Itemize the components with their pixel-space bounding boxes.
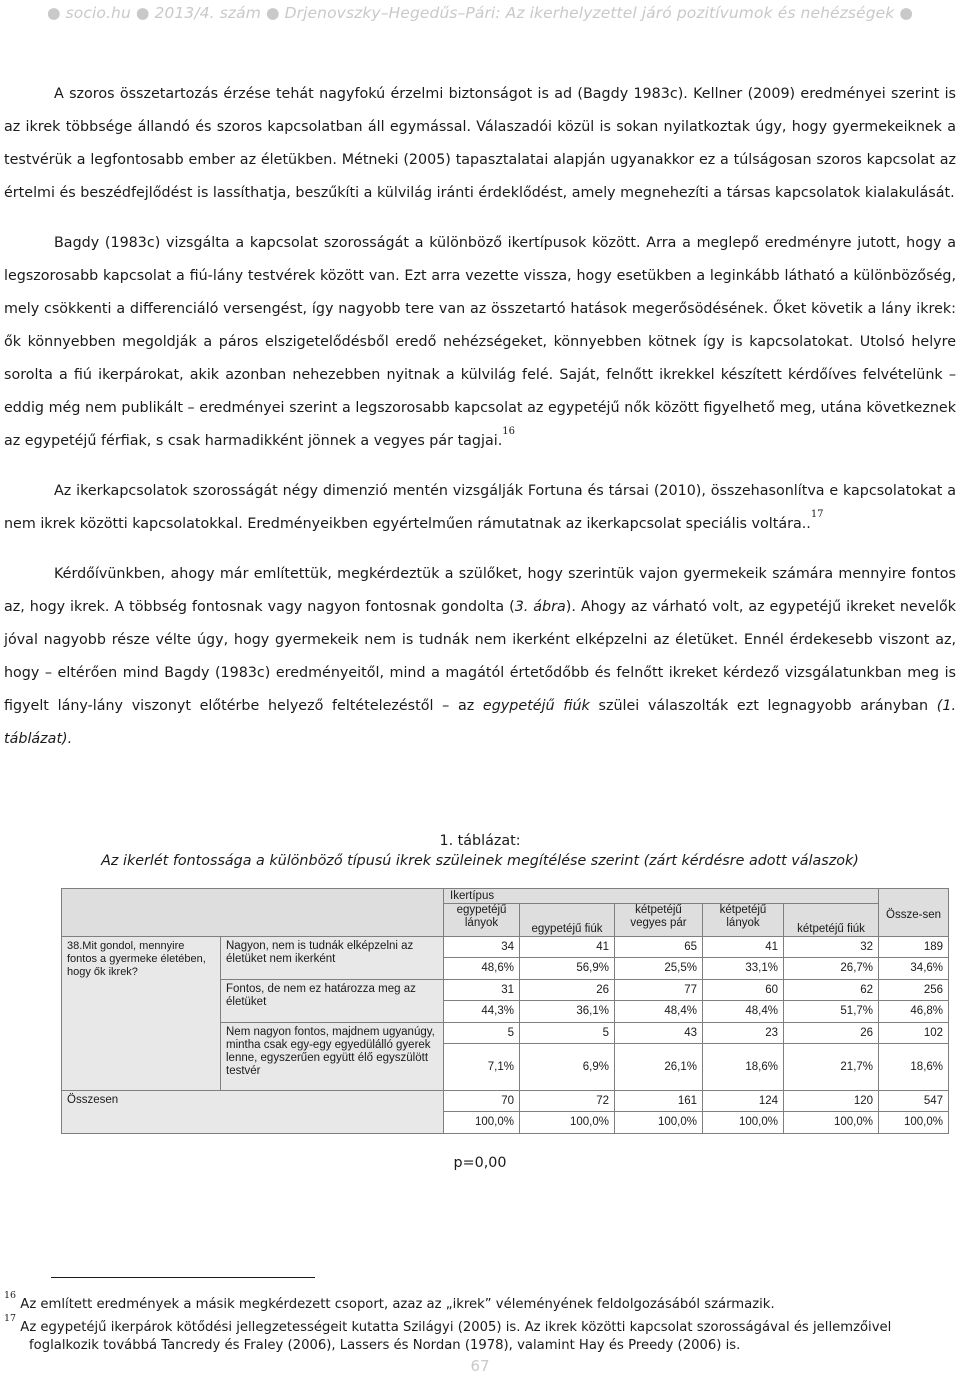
table-cell: 26	[784, 1023, 879, 1044]
table-cell: 26,7%	[784, 958, 879, 980]
col-header-total: Össze-sen	[879, 889, 949, 937]
table-cell: 102	[879, 1023, 949, 1044]
row-label-total: Összesen	[62, 1091, 444, 1134]
paragraph-2-text: Bagdy (1983c) vizsgálta a kapcsolat szorosságát a különböző ikertípusok között. Arra a meglepő eredményre jutott, hogy a legszorosabb kapcsolat a fiú-lány testvérek között van. Ezt arra vezette vissza, hogy esetükben a leginkább látható a különbözőség, mely csökkenti a differenciáló versengést, így nagyobb tere van az összetartó hatások megerősödésének. Őket követik a lány ikrek: ők könnyebben megoldják a páros elszigetelődésből eredő nehézségeket, könnyebben kötnek így is kapcsolatokat. Utolsó helyre sorolta a fiú ikerpárokat, akik azonban nehezebben nyitnak a külvilág felé. Saját, felnőtt ikrekkel készített kérdőíves felvételünk – eddig még nem publikált – eredményei szerint a legszorosabb kapcsolat az egypetéjű nők között figyelhető meg, utána következnek az egypetéjű férfiak, s csak harmadikként jönnek a vegyes pár tagjai.	[4, 235, 956, 449]
table-cell: 100,0%	[520, 1112, 615, 1134]
table-cell: 77	[615, 980, 703, 1001]
table-cell: 41	[703, 937, 784, 958]
footnote-ref-17[interactable]: 17	[810, 509, 824, 521]
table-cell: 65	[615, 937, 703, 958]
table-cell: 23	[703, 1023, 784, 1044]
col-header-identical-girls: egypetéjű lányok	[444, 904, 520, 937]
table-cell: 161	[615, 1091, 703, 1112]
row-label-very: Nagyon, nem is tudnák elképzelni az életüket nem ikerként	[221, 937, 444, 980]
paragraph-1-part-a: A szoros összetartozás érzése tehát nagyfokú érzelmi biztonságot is ad (Bagdy 1983c). Kellner (2009) eredményei szerint is az ikrek többsége állandó és szoros kapcsolatban áll egymással. Válaszadói közül is sokan nyilatkoztak úgy, hogy gyermekeiknek a testvérük a legfontosabb ember az életükben.	[4, 86, 956, 168]
footnote-number: 16	[4, 1289, 17, 1301]
question-label: 38.Mit gondol, mennyire fontos a gyermeke életében, hogy ők ikrek?	[62, 937, 221, 1091]
table-cell: 70	[444, 1091, 520, 1112]
table-caption-title: 1. táblázat:	[439, 833, 521, 849]
table-cell: 62	[784, 980, 879, 1001]
footnote-text: Az említett eredmények a másik megkérdezett csoport, azaz az „ikrek” véleményének feldolgozásából származik.	[20, 1297, 775, 1312]
table-cell: 72	[520, 1091, 615, 1112]
table-cell: 100,0%	[879, 1112, 949, 1134]
col-header-fraternal-boys: kétpetéjű fiúk	[784, 904, 879, 937]
table-cell: 18,6%	[703, 1044, 784, 1091]
table-cell: 124	[703, 1091, 784, 1112]
table-cell: 60	[703, 980, 784, 1001]
table-cell: 46,8%	[879, 1001, 949, 1023]
col-header-fraternal-mixed: kétpetéjű vegyes pár	[615, 904, 703, 937]
table-cell: 31	[444, 980, 520, 1001]
page-number: 67	[470, 1357, 490, 1375]
paragraph-3-text: Az ikerkapcsolatok szorosságát négy dimenzió mentén vizsgálják Fortuna és társai (2010), összehasonlítva e kapcsolatokat a nem ikrek közötti kapcsolatokkal. Eredményeikben egyértelműen rámutatnak az ikerkapcsolat speciális voltára..	[4, 483, 956, 532]
table-cell: 189	[879, 937, 949, 958]
figure-reference: 3. ábra	[514, 599, 566, 615]
footnote-number: 17	[4, 1312, 17, 1324]
table-cell: 41	[520, 937, 615, 958]
table-caption	[0, 831, 960, 871]
article-body	[4, 78, 956, 756]
table-cell: 547	[879, 1091, 949, 1112]
table-reference: (1. táblázat).	[4, 698, 956, 747]
table-cell: 44,3%	[444, 1001, 520, 1023]
table-cell: 48,4%	[615, 1001, 703, 1023]
footnote-16	[4, 1289, 924, 1314]
table-cell: 21,7%	[784, 1044, 879, 1091]
table-cell: 120	[784, 1091, 879, 1112]
table-cell: 100,0%	[444, 1112, 520, 1134]
footnote-separator	[51, 1277, 315, 1278]
table-cell: 43	[615, 1023, 703, 1044]
table-cell: 32	[784, 937, 879, 958]
table-cell: 34,6%	[879, 958, 949, 980]
paragraph-4-part-a: Kérdőívünkben, ahogy már említettük, megkérdeztük a szülőket, hogy szerintük vajon gyermekeik számára mennyire fontos az, hogy ikrek. A többség fontosnak vagy nagyon fontosnak gondolta (	[4, 566, 956, 615]
paragraph-2	[4, 227, 956, 458]
emphasis-text: egypetéjű fiúk	[482, 698, 590, 714]
table-cell: 34	[444, 937, 520, 958]
table-cell: 36,1%	[520, 1001, 615, 1023]
table-cell: 26,1%	[615, 1044, 703, 1091]
table-cell: 5	[444, 1023, 520, 1044]
table-cell: 33,1%	[703, 958, 784, 980]
p-value: p=0,00	[453, 1155, 507, 1171]
table-cell: 7,1%	[444, 1044, 520, 1091]
table-cell: 25,5%	[615, 958, 703, 980]
row-label-not-very: Nem nagyon fontos, majdnem ugyanúgy, mintha csak egy-egy egyedülálló gyerek lenne, egyszerűen együtt élő egyszülött testvér	[221, 1023, 444, 1091]
row-label-important: Fontos, de nem ez határozza meg az életüket	[221, 980, 444, 1023]
table-cell: 18,6%	[879, 1044, 949, 1091]
table-cell: 56,9%	[520, 958, 615, 980]
paragraph-4	[4, 558, 956, 756]
table-cell: 48,6%	[444, 958, 520, 980]
footnote-ref-16[interactable]: 16	[502, 426, 515, 438]
table-cell: 100,0%	[703, 1112, 784, 1134]
table-cell: 100,0%	[784, 1112, 879, 1134]
table-cell: 6,9%	[520, 1044, 615, 1091]
paragraph-4-part-b: ). Ahogy az várható volt, az egypetéjű ikreket nevelők jóval nagyobb része vélte úgy, hogy gyermekeik nem is tudnák nem ikerként elképzelni az életüket. Ennél érdekesebb viszont az, hogy – eltérően mind Bagdy (1983c) eredményeitől, mind a magától értetődőbb és felnőtt ikreket kérdező vizsgálatunkban meg is figyelt lány-lány viszonyt előtérbe helyező feltételezéstől – az	[4, 599, 956, 714]
table-caption-subtitle: Az ikerlét fontossága a különböző típusú ikrek szüleinek megítélése szerint (zárt kérdésre adott válaszok)	[101, 853, 859, 869]
group-header: Ikertípus	[444, 889, 879, 904]
table-cell: 5	[520, 1023, 615, 1044]
table-cell: 100,0%	[615, 1112, 703, 1134]
footnote-17	[4, 1312, 924, 1355]
table-cell: 51,7%	[784, 1001, 879, 1023]
table-corner	[62, 889, 444, 937]
table-cell: 26	[520, 980, 615, 1001]
footnote-text-continued: foglalkozik továbbá Tancredy és Fraley (2006), Lassers és Nordan (1978), valamint Hay és Preedy (2006) is.	[29, 1338, 741, 1353]
running-header: ● socio.hu ● 2013/4. szám ● Drjenovszky–Hegedűs–Pári: Az ikerhelyzettel járó pozitívumok és nehézségek ●	[46, 4, 914, 22]
col-header-fraternal-girls: kétpetéjű lányok	[703, 904, 784, 937]
results-table	[61, 888, 949, 1134]
col-header-identical-boys: egypetéjű fiúk	[520, 904, 615, 937]
paragraph-1-part-b: Métneki (2005) tapasztalatai alapján ugyanakkor ez a túlságosan szoros kapcsolat az értelmi és beszédfejlődést is lassíthatja, beszűkíti a külvilág iránti érdeklődést, amely megnehezíti a társas kapcsolatok kialakulását.	[4, 152, 956, 201]
paragraph-1	[4, 78, 956, 210]
paragraph-4-part-c: szülei válaszolták ezt legnagyobb arányban	[589, 698, 937, 714]
paragraph-3	[4, 475, 956, 541]
footnote-text: Az egypetéjű ikerpárok kötődési jellegzetességeit kutatta Szilágyi (2005) is. Az ikrek közötti kapcsolat szorosságával és jellemzőivel	[20, 1320, 892, 1335]
table-cell: 256	[879, 980, 949, 1001]
table-cell: 48,4%	[703, 1001, 784, 1023]
